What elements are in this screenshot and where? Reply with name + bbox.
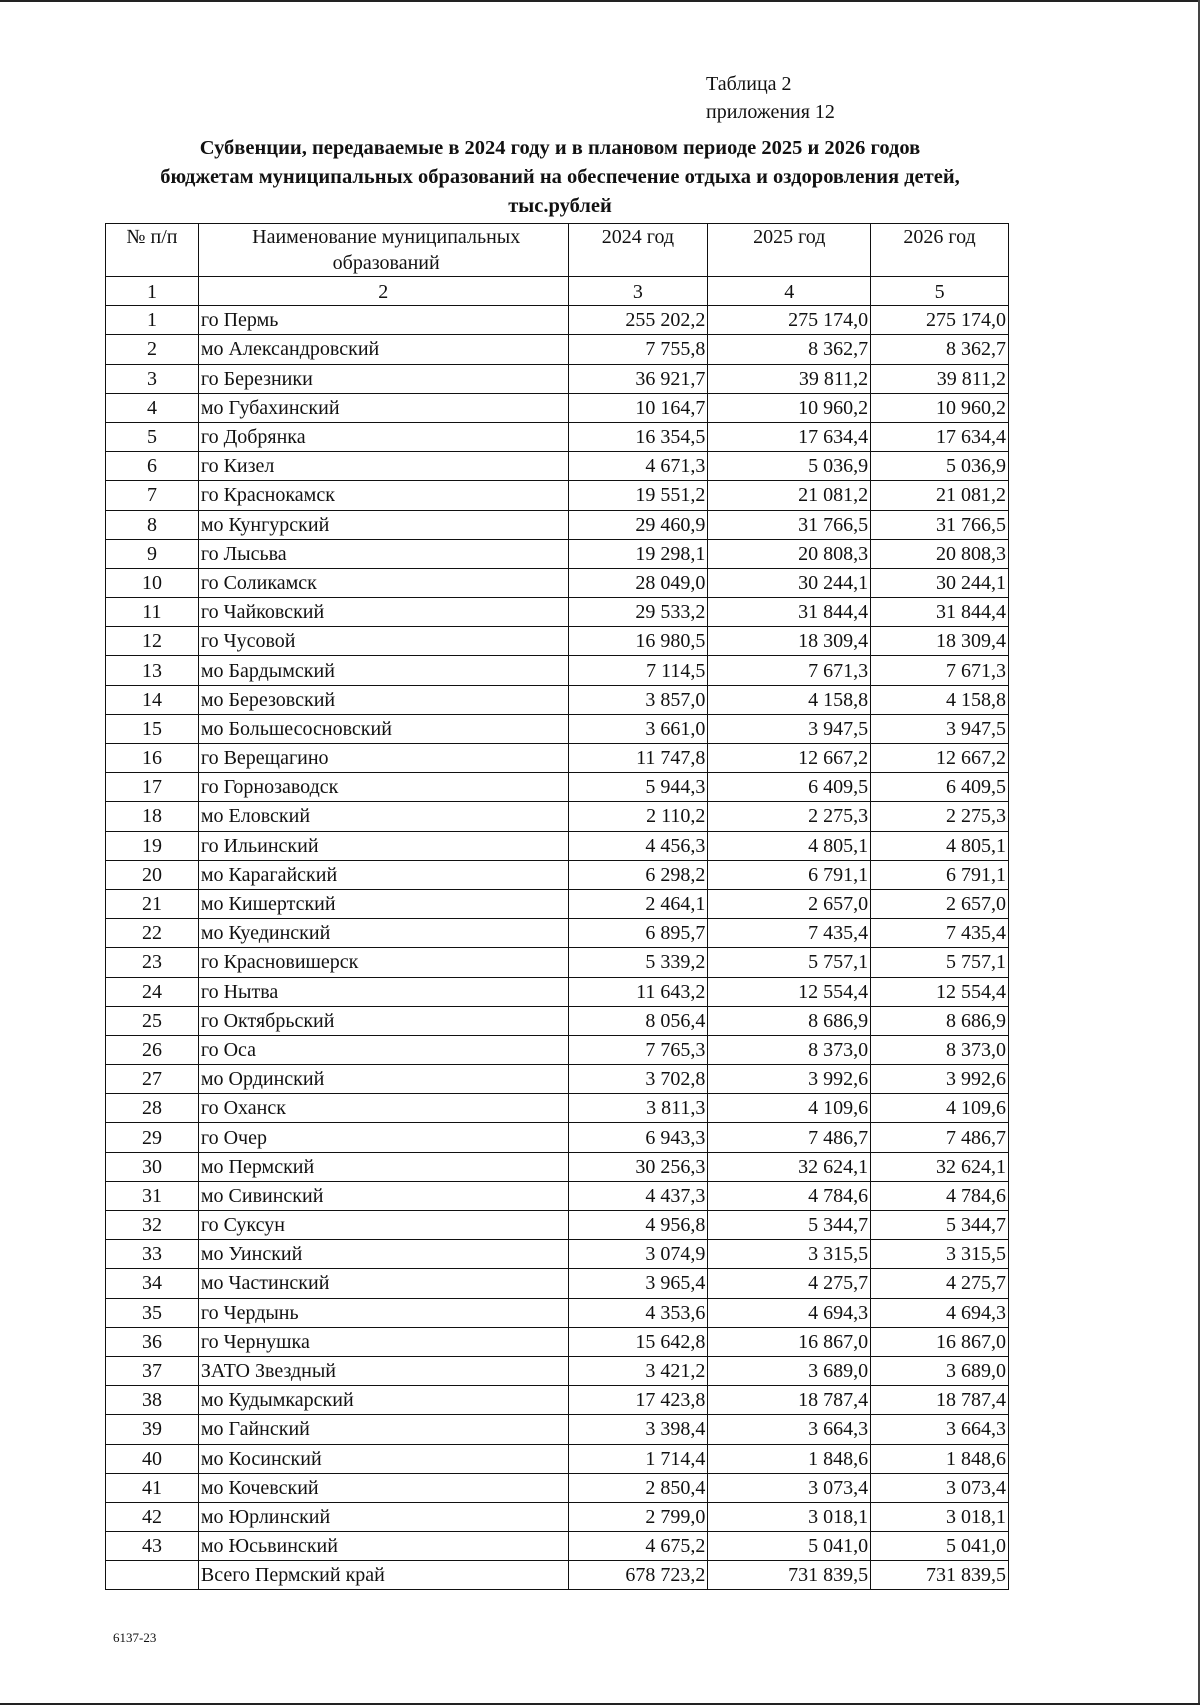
municipality-name: го Верещагино bbox=[198, 744, 568, 773]
value-2026: 39 811,2 bbox=[871, 364, 1009, 393]
row-number: 22 bbox=[106, 919, 199, 948]
value-2026: 7 486,7 bbox=[871, 1123, 1009, 1152]
table-body bbox=[106, 306, 1009, 1561]
row-number: 41 bbox=[106, 1473, 199, 1502]
value-2025: 4 109,6 bbox=[708, 1094, 871, 1123]
value-2026: 5 757,1 bbox=[871, 948, 1009, 977]
municipality-name: мо Куединский bbox=[198, 919, 568, 948]
value-2025: 31 766,5 bbox=[708, 510, 871, 539]
row-number: 10 bbox=[106, 568, 199, 597]
value-2025: 20 808,3 bbox=[708, 539, 871, 568]
row-number: 7 bbox=[106, 481, 199, 510]
value-2026: 3 689,0 bbox=[871, 1356, 1009, 1385]
value-2024: 255 202,2 bbox=[568, 306, 708, 335]
value-2026: 7 435,4 bbox=[871, 919, 1009, 948]
table-row bbox=[106, 714, 1009, 743]
header-number: № п/п bbox=[106, 224, 199, 277]
table-row bbox=[106, 1356, 1009, 1385]
value-2025: 5 036,9 bbox=[708, 452, 871, 481]
value-2026: 4 109,6 bbox=[871, 1094, 1009, 1123]
value-2026: 18 787,4 bbox=[871, 1386, 1009, 1415]
municipality-name: мо Косинский bbox=[198, 1444, 568, 1473]
municipality-name: го Соликамск bbox=[198, 568, 568, 597]
value-2025: 2 657,0 bbox=[708, 889, 871, 918]
value-2026: 31 844,4 bbox=[871, 598, 1009, 627]
table-row bbox=[106, 1094, 1009, 1123]
table-row bbox=[106, 831, 1009, 860]
value-2024: 4 675,2 bbox=[568, 1532, 708, 1561]
municipality-name: го Красновишерск bbox=[198, 948, 568, 977]
row-number: 15 bbox=[106, 714, 199, 743]
value-2024: 10 164,7 bbox=[568, 393, 708, 422]
value-2026: 4 694,3 bbox=[871, 1298, 1009, 1327]
value-2025: 1 848,6 bbox=[708, 1444, 871, 1473]
header-2025: 2025 год bbox=[708, 224, 871, 277]
value-2025: 10 960,2 bbox=[708, 393, 871, 422]
table-row bbox=[106, 452, 1009, 481]
municipality-name: го Краснокамск bbox=[198, 481, 568, 510]
municipality-name: го Пермь bbox=[198, 306, 568, 335]
value-2025: 7 671,3 bbox=[708, 656, 871, 685]
value-2024: 7 114,5 bbox=[568, 656, 708, 685]
table-row bbox=[106, 1123, 1009, 1152]
value-2026: 3 018,1 bbox=[871, 1502, 1009, 1531]
table-row bbox=[106, 481, 1009, 510]
value-2026: 2 275,3 bbox=[871, 802, 1009, 831]
value-2025: 5 041,0 bbox=[708, 1532, 871, 1561]
table-row bbox=[106, 1152, 1009, 1181]
table-row bbox=[106, 919, 1009, 948]
value-2025: 8 373,0 bbox=[708, 1035, 871, 1064]
value-2026: 1 848,6 bbox=[871, 1444, 1009, 1473]
value-2024: 3 661,0 bbox=[568, 714, 708, 743]
value-2026: 8 686,9 bbox=[871, 1006, 1009, 1035]
total-2025: 731 839,5 bbox=[708, 1561, 871, 1590]
value-2024: 28 049,0 bbox=[568, 568, 708, 597]
municipality-name: мо Большесосновский bbox=[198, 714, 568, 743]
table-row bbox=[106, 860, 1009, 889]
municipality-name: го Ильинский bbox=[198, 831, 568, 860]
row-number: 31 bbox=[106, 1181, 199, 1210]
scan-top-edge bbox=[0, 0, 1200, 2]
value-2025: 17 634,4 bbox=[708, 422, 871, 451]
municipality-name: мо Еловский bbox=[198, 802, 568, 831]
value-2026: 5 344,7 bbox=[871, 1211, 1009, 1240]
subventions-table bbox=[105, 223, 1009, 1590]
value-2025: 3 018,1 bbox=[708, 1502, 871, 1531]
municipality-name: го Чайковский bbox=[198, 598, 568, 627]
table-header-row bbox=[106, 224, 1009, 277]
row-number: 35 bbox=[106, 1298, 199, 1327]
value-2024: 29 533,2 bbox=[568, 598, 708, 627]
row-number: 8 bbox=[106, 510, 199, 539]
value-2024: 3 702,8 bbox=[568, 1065, 708, 1094]
table-row bbox=[106, 422, 1009, 451]
value-2024: 19 298,1 bbox=[568, 539, 708, 568]
caption-line-2: приложения 12 bbox=[706, 101, 835, 123]
municipality-name: мо Уинский bbox=[198, 1240, 568, 1269]
header-municipality: Наименование муниципальных образований bbox=[198, 224, 568, 277]
value-2024: 3 421,2 bbox=[568, 1356, 708, 1385]
value-2024: 3 811,3 bbox=[568, 1094, 708, 1123]
municipality-name: го Чернушка bbox=[198, 1327, 568, 1356]
row-number: 33 bbox=[106, 1240, 199, 1269]
value-2025: 6 791,1 bbox=[708, 860, 871, 889]
municipality-name: мо Кочевский bbox=[198, 1473, 568, 1502]
row-number: 24 bbox=[106, 977, 199, 1006]
table-row bbox=[106, 1415, 1009, 1444]
value-2025: 6 409,5 bbox=[708, 773, 871, 802]
value-2026: 30 244,1 bbox=[871, 568, 1009, 597]
table-row bbox=[106, 1240, 1009, 1269]
municipality-name: мо Березовский bbox=[198, 685, 568, 714]
municipality-name: го Чусовой bbox=[198, 627, 568, 656]
value-2024: 1 714,4 bbox=[568, 1444, 708, 1473]
value-2024: 30 256,3 bbox=[568, 1152, 708, 1181]
municipality-name: го Кизел bbox=[198, 452, 568, 481]
value-2025: 8 686,9 bbox=[708, 1006, 871, 1035]
row-number: 37 bbox=[106, 1356, 199, 1385]
row-number: 42 bbox=[106, 1502, 199, 1531]
municipality-name: мо Карагайский bbox=[198, 860, 568, 889]
total-2024: 678 723,2 bbox=[568, 1561, 708, 1590]
total-label: Всего Пермский край bbox=[198, 1561, 568, 1590]
value-2024: 5 339,2 bbox=[568, 948, 708, 977]
municipality-name: мо Кунгурский bbox=[198, 510, 568, 539]
value-2025: 3 315,5 bbox=[708, 1240, 871, 1269]
value-2026: 12 667,2 bbox=[871, 744, 1009, 773]
row-number: 43 bbox=[106, 1532, 199, 1561]
municipality-name: мо Бардымский bbox=[198, 656, 568, 685]
row-number: 4 bbox=[106, 393, 199, 422]
header-2026: 2026 год bbox=[871, 224, 1009, 277]
value-2025: 7 486,7 bbox=[708, 1123, 871, 1152]
value-2026: 3 315,5 bbox=[871, 1240, 1009, 1269]
municipality-name: мо Кишертский bbox=[198, 889, 568, 918]
value-2025: 3 992,6 bbox=[708, 1065, 871, 1094]
row-number: 40 bbox=[106, 1444, 199, 1473]
table-row bbox=[106, 948, 1009, 977]
row-number: 1 bbox=[106, 306, 199, 335]
municipality-name: го Октябрьский bbox=[198, 1006, 568, 1035]
value-2026: 7 671,3 bbox=[871, 656, 1009, 685]
value-2024: 17 423,8 bbox=[568, 1386, 708, 1415]
table-row bbox=[106, 1006, 1009, 1035]
value-2026: 18 309,4 bbox=[871, 627, 1009, 656]
value-2024: 4 437,3 bbox=[568, 1181, 708, 1210]
value-2026: 12 554,4 bbox=[871, 977, 1009, 1006]
municipality-name: мо Сивинский bbox=[198, 1181, 568, 1210]
value-2024: 16 354,5 bbox=[568, 422, 708, 451]
table-row bbox=[106, 1211, 1009, 1240]
value-2025: 275 174,0 bbox=[708, 306, 871, 335]
value-2025: 3 689,0 bbox=[708, 1356, 871, 1385]
value-2024: 15 642,8 bbox=[568, 1327, 708, 1356]
value-2024: 2 799,0 bbox=[568, 1502, 708, 1531]
value-2025: 21 081,2 bbox=[708, 481, 871, 510]
table-row bbox=[106, 568, 1009, 597]
value-2026: 5 036,9 bbox=[871, 452, 1009, 481]
value-2025: 3 664,3 bbox=[708, 1415, 871, 1444]
value-2024: 3 398,4 bbox=[568, 1415, 708, 1444]
value-2025: 3 073,4 bbox=[708, 1473, 871, 1502]
value-2024: 7 755,8 bbox=[568, 335, 708, 364]
table-row bbox=[106, 539, 1009, 568]
table-row bbox=[106, 627, 1009, 656]
value-2025: 18 787,4 bbox=[708, 1386, 871, 1415]
value-2026: 4 805,1 bbox=[871, 831, 1009, 860]
value-2025: 5 344,7 bbox=[708, 1211, 871, 1240]
value-2026: 3 073,4 bbox=[871, 1473, 1009, 1502]
row-number: 26 bbox=[106, 1035, 199, 1064]
municipality-name: го Горнозаводск bbox=[198, 773, 568, 802]
value-2024: 16 980,5 bbox=[568, 627, 708, 656]
row-number: 3 bbox=[106, 364, 199, 393]
municipality-name: ЗАТО Звездный bbox=[198, 1356, 568, 1385]
row-number: 21 bbox=[106, 889, 199, 918]
table-row bbox=[106, 510, 1009, 539]
table-row bbox=[106, 889, 1009, 918]
row-number: 14 bbox=[106, 685, 199, 714]
municipality-name: го Березники bbox=[198, 364, 568, 393]
table-row bbox=[106, 393, 1009, 422]
value-2026: 8 362,7 bbox=[871, 335, 1009, 364]
row-number: 6 bbox=[106, 452, 199, 481]
value-2025: 4 805,1 bbox=[708, 831, 871, 860]
table-row bbox=[106, 335, 1009, 364]
value-2024: 4 456,3 bbox=[568, 831, 708, 860]
column-index: 5 bbox=[871, 277, 1009, 306]
value-2025: 2 275,3 bbox=[708, 802, 871, 831]
value-2025: 30 244,1 bbox=[708, 568, 871, 597]
value-2024: 11 643,2 bbox=[568, 977, 708, 1006]
municipality-name: го Добрянка bbox=[198, 422, 568, 451]
table-caption bbox=[706, 70, 835, 126]
value-2026: 10 960,2 bbox=[871, 393, 1009, 422]
total-2026: 731 839,5 bbox=[871, 1561, 1009, 1590]
row-number: 29 bbox=[106, 1123, 199, 1152]
table-row bbox=[106, 1444, 1009, 1473]
table-row bbox=[106, 364, 1009, 393]
value-2026: 31 766,5 bbox=[871, 510, 1009, 539]
row-number: 2 bbox=[106, 335, 199, 364]
row-number: 20 bbox=[106, 860, 199, 889]
value-2026: 2 657,0 bbox=[871, 889, 1009, 918]
value-2024: 2 464,1 bbox=[568, 889, 708, 918]
value-2025: 8 362,7 bbox=[708, 335, 871, 364]
municipality-name: го Суксун bbox=[198, 1211, 568, 1240]
column-index: 4 bbox=[708, 277, 871, 306]
row-number: 9 bbox=[106, 539, 199, 568]
table-row bbox=[106, 1298, 1009, 1327]
municipality-name: го Лысьва bbox=[198, 539, 568, 568]
value-2024: 5 944,3 bbox=[568, 773, 708, 802]
value-2024: 36 921,7 bbox=[568, 364, 708, 393]
municipality-name: мо Александровский bbox=[198, 335, 568, 364]
table-row bbox=[106, 1269, 1009, 1298]
value-2025: 16 867,0 bbox=[708, 1327, 871, 1356]
value-2024: 6 943,3 bbox=[568, 1123, 708, 1152]
value-2025: 31 844,4 bbox=[708, 598, 871, 627]
value-2025: 5 757,1 bbox=[708, 948, 871, 977]
value-2026: 4 158,8 bbox=[871, 685, 1009, 714]
value-2024: 2 850,4 bbox=[568, 1473, 708, 1502]
value-2025: 3 947,5 bbox=[708, 714, 871, 743]
value-2026: 4 275,7 bbox=[871, 1269, 1009, 1298]
row-number: 38 bbox=[106, 1386, 199, 1415]
title-line-2: бюджетам муниципальных образований на обеспечение отдыха и оздоровления детей, bbox=[160, 166, 960, 188]
row-number: 36 bbox=[106, 1327, 199, 1356]
municipality-name: мо Гайнский bbox=[198, 1415, 568, 1444]
value-2024: 4 353,6 bbox=[568, 1298, 708, 1327]
column-index: 2 bbox=[198, 277, 568, 306]
value-2026: 5 041,0 bbox=[871, 1532, 1009, 1561]
row-number: 12 bbox=[106, 627, 199, 656]
municipality-name: го Оса bbox=[198, 1035, 568, 1064]
document-title bbox=[100, 134, 1020, 221]
row-number: 32 bbox=[106, 1211, 199, 1240]
row-number: 39 bbox=[106, 1415, 199, 1444]
value-2025: 4 158,8 bbox=[708, 685, 871, 714]
value-2026: 3 664,3 bbox=[871, 1415, 1009, 1444]
value-2024: 11 747,8 bbox=[568, 744, 708, 773]
table-row bbox=[106, 977, 1009, 1006]
row-number: 18 bbox=[106, 802, 199, 831]
value-2026: 3 992,6 bbox=[871, 1065, 1009, 1094]
value-2024: 19 551,2 bbox=[568, 481, 708, 510]
table-row bbox=[106, 1065, 1009, 1094]
municipality-name: мо Ординский bbox=[198, 1065, 568, 1094]
table-row bbox=[106, 1181, 1009, 1210]
row-number: 19 bbox=[106, 831, 199, 860]
header-2024: 2024 год bbox=[568, 224, 708, 277]
value-2026: 21 081,2 bbox=[871, 481, 1009, 510]
row-number: 28 bbox=[106, 1094, 199, 1123]
value-2026: 20 808,3 bbox=[871, 539, 1009, 568]
value-2026: 275 174,0 bbox=[871, 306, 1009, 335]
value-2025: 4 275,7 bbox=[708, 1269, 871, 1298]
value-2024: 7 765,3 bbox=[568, 1035, 708, 1064]
row-number: 34 bbox=[106, 1269, 199, 1298]
row-number: 25 bbox=[106, 1006, 199, 1035]
value-2025: 18 309,4 bbox=[708, 627, 871, 656]
row-number: 30 bbox=[106, 1152, 199, 1181]
value-2025: 12 667,2 bbox=[708, 744, 871, 773]
row-number: 16 bbox=[106, 744, 199, 773]
municipality-name: мо Пермский bbox=[198, 1152, 568, 1181]
table-row bbox=[106, 598, 1009, 627]
table-row bbox=[106, 1473, 1009, 1502]
value-2026: 32 624,1 bbox=[871, 1152, 1009, 1181]
value-2024: 2 110,2 bbox=[568, 802, 708, 831]
value-2026: 8 373,0 bbox=[871, 1035, 1009, 1064]
value-2024: 3 965,4 bbox=[568, 1269, 708, 1298]
row-number: 27 bbox=[106, 1065, 199, 1094]
municipality-name: мо Кудымкарский bbox=[198, 1386, 568, 1415]
municipality-name: мо Юсьвинский bbox=[198, 1532, 568, 1561]
value-2024: 3 857,0 bbox=[568, 685, 708, 714]
value-2025: 32 624,1 bbox=[708, 1152, 871, 1181]
row-number: 17 bbox=[106, 773, 199, 802]
row-number: 11 bbox=[106, 598, 199, 627]
table-row bbox=[106, 1386, 1009, 1415]
municipality-name: го Нытва bbox=[198, 977, 568, 1006]
row-number: 13 bbox=[106, 656, 199, 685]
table-row bbox=[106, 656, 1009, 685]
table-row bbox=[106, 744, 1009, 773]
value-2025: 4 694,3 bbox=[708, 1298, 871, 1327]
table-row bbox=[106, 1035, 1009, 1064]
row-number: 23 bbox=[106, 948, 199, 977]
table-row bbox=[106, 685, 1009, 714]
value-2024: 8 056,4 bbox=[568, 1006, 708, 1035]
total-number bbox=[106, 1561, 199, 1590]
municipality-name: го Чердынь bbox=[198, 1298, 568, 1327]
table-row bbox=[106, 1327, 1009, 1356]
value-2025: 7 435,4 bbox=[708, 919, 871, 948]
value-2024: 4 671,3 bbox=[568, 452, 708, 481]
value-2024: 6 895,7 bbox=[568, 919, 708, 948]
caption-line-1: Таблица 2 bbox=[706, 73, 792, 95]
title-line-1: Субвенции, передаваемые в 2024 году и в плановом периоде 2025 и 2026 годов bbox=[199, 137, 921, 159]
value-2025: 4 784,6 bbox=[708, 1181, 871, 1210]
municipality-name: го Оханск bbox=[198, 1094, 568, 1123]
value-2024: 29 460,9 bbox=[568, 510, 708, 539]
column-index: 3 bbox=[568, 277, 708, 306]
table-row bbox=[106, 802, 1009, 831]
value-2024: 4 956,8 bbox=[568, 1211, 708, 1240]
value-2024: 3 074,9 bbox=[568, 1240, 708, 1269]
value-2026: 6 409,5 bbox=[871, 773, 1009, 802]
total-row bbox=[106, 1561, 1009, 1590]
value-2026: 17 634,4 bbox=[871, 422, 1009, 451]
table-row bbox=[106, 773, 1009, 802]
value-2025: 12 554,4 bbox=[708, 977, 871, 1006]
value-2026: 16 867,0 bbox=[871, 1327, 1009, 1356]
table-row bbox=[106, 306, 1009, 335]
value-2024: 6 298,2 bbox=[568, 860, 708, 889]
municipality-name: мо Губахинский bbox=[198, 393, 568, 422]
value-2026: 6 791,1 bbox=[871, 860, 1009, 889]
document-code: 6137-23 bbox=[113, 1630, 157, 1645]
value-2025: 39 811,2 bbox=[708, 364, 871, 393]
column-index-row bbox=[106, 277, 1009, 306]
value-2026: 3 947,5 bbox=[871, 714, 1009, 743]
municipality-name: мо Частинский bbox=[198, 1269, 568, 1298]
municipality-name: мо Юрлинский bbox=[198, 1502, 568, 1531]
value-2026: 4 784,6 bbox=[871, 1181, 1009, 1210]
column-index: 1 bbox=[106, 277, 199, 306]
table-row bbox=[106, 1502, 1009, 1531]
municipality-name: го Очер bbox=[198, 1123, 568, 1152]
table-row bbox=[106, 1532, 1009, 1561]
title-line-3: тыс.рублей bbox=[508, 195, 612, 217]
row-number: 5 bbox=[106, 422, 199, 451]
